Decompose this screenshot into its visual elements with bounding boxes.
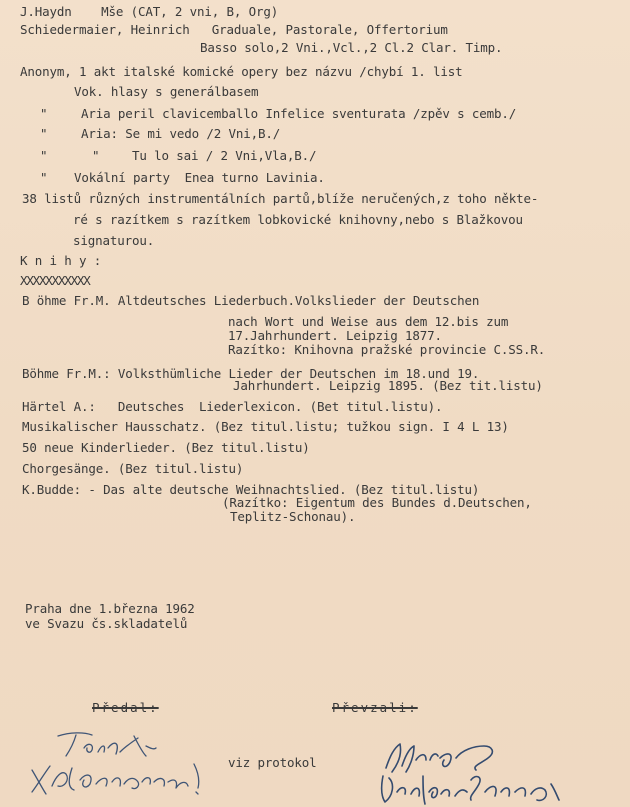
place-date-line: Praha dne 1.března 1962 [25, 601, 195, 616]
vocal-parts-line: Vok. hlasy s generálbasem [74, 84, 259, 99]
hartel-entry: Härtel A.: Deutsches Liederlexicon. (Bet titul.listu). [22, 399, 443, 414]
haydn-entry: J.Haydn Mše (CAT, 2 vni, B, Org) [20, 4, 279, 19]
hausschatz-entry: Musikalischer Hausschatz. (Bez titul.listu; tužkou sign. I 4 L 13) [22, 419, 509, 434]
signature-line: signaturou. [73, 233, 155, 248]
bohme-liederbuch-entry: B öhme Fr.M. Altdeutsches Liederbuch.Volkslieder der Deutschen [22, 293, 480, 308]
budde-stamp-place: Teplitz-Schonau). [230, 509, 356, 524]
predal-label: Předal: [92, 700, 159, 715]
liederbuch-stamp: Razítko: Knihovna pražské provincie C.SS.R. [228, 342, 546, 357]
handwritten-signature-left-bottom [28, 758, 213, 798]
schiedermaier-entry: Schiedermaier, Heinrich Graduale, Pastorale, Offertorium [20, 22, 448, 37]
ditto-mark: " [92, 148, 100, 163]
tu-lo-sai-line: Tu lo sai / 2 Vni,Vla,B./ [132, 148, 317, 163]
crossed-out-text: XXXXXXXXXXX [20, 273, 90, 288]
prevzali-label: Převzali: [332, 700, 418, 715]
ditto-mark: " [40, 170, 48, 185]
instrumental-parts-line: 38 listů různých instrumentálních partů,blíže neručených,z toho někte- [22, 191, 539, 206]
handwritten-signature-left-top [50, 728, 160, 760]
ditto-mark: " [40, 148, 48, 163]
volksthumliche-publication: Jahrhundert. Leipzig 1895. (Bez tit.listu) [233, 378, 543, 393]
stamp-description-line: ré s razítkem s razítkem lobkovické knihovny,nebo s Blažkovou [73, 212, 523, 227]
ditto-mark: " [40, 126, 48, 141]
liederbuch-publication: 17.Jahrhundert. Leipzig 1877. [228, 328, 442, 343]
kinderlieder-entry: 50 neue Kinderlieder. (Bez titul.listu) [22, 440, 310, 455]
bohme-volksthumliche-entry: Böhme Fr.M.: Volksthümliche Lieder der Deutschen im 18.und 19. [22, 366, 480, 381]
vocal-party-line: Vokální party Enea turno Lavinia. [74, 170, 325, 185]
handwritten-signature-right-bottom [375, 770, 565, 807]
budde-stamp: (Razítko: Eigentum des Bundes d.Deutschen, [222, 495, 532, 510]
union-line: ve Svazu čs.skladatelů [25, 616, 188, 631]
budde-entry: K.Budde: - Das alte deutsche Weihnachtslied. (Bez titul.listu) [22, 482, 480, 497]
books-heading: K n i h y : [20, 253, 102, 268]
aria-se-mi-vedo-line: Aria: Se mi vedo /2 Vni,B./ [81, 126, 281, 141]
instrumentation-line: Basso solo,2 Vni.,Vcl.,2 Cl.2 Clar. Timp. [200, 40, 503, 55]
protocol-reference: viz protokol [228, 755, 317, 770]
liederbuch-subtitle: nach Wort und Weise aus dem 12.bis zum [228, 314, 509, 329]
anonym-opera-entry: Anonym, 1 akt italské komické opery bez názvu /chybí 1. list [20, 64, 463, 79]
ditto-mark: " [40, 106, 48, 121]
aria-infelice-line: Aria peril clavicemballo Infelice sventurata /zpěv s cemb./ [81, 106, 517, 121]
chorgesange-entry: Chorgesänge. (Bez titul.listu) [22, 461, 244, 476]
